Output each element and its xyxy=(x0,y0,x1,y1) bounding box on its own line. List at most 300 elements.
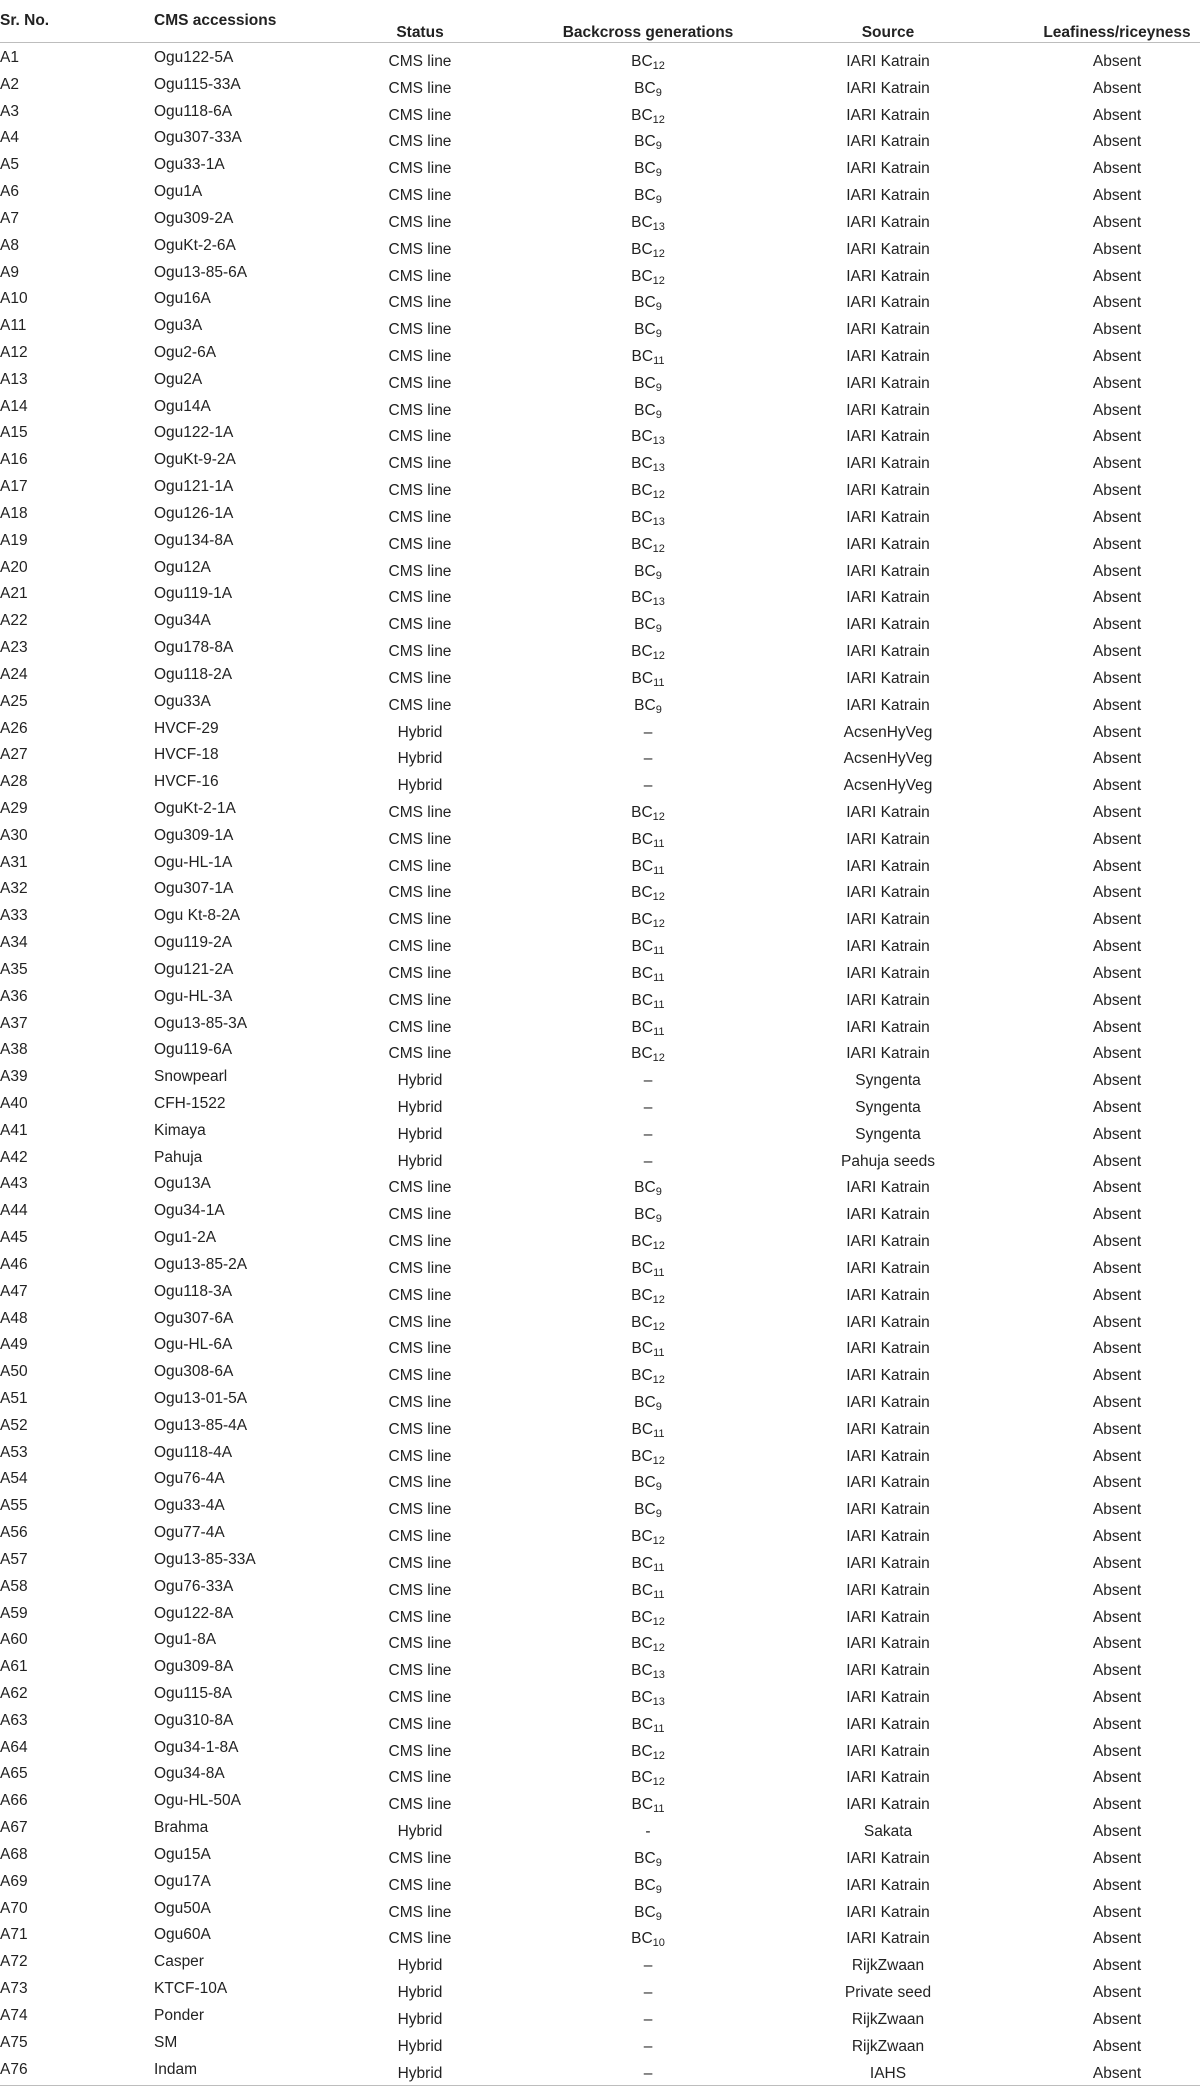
cell-status-text: CMS line xyxy=(388,1018,452,1036)
cell-sr-no: A13 xyxy=(0,370,28,388)
cell-source-text: IARI Katrain xyxy=(846,348,930,366)
cell-status-text: CMS line xyxy=(388,1608,452,1626)
cell-source-text: IARI Katrain xyxy=(846,616,930,634)
table-row xyxy=(0,1627,1200,1654)
cell-source-text: IAHS xyxy=(869,2064,907,2082)
cell-status-text: CMS line xyxy=(388,133,452,151)
table-row xyxy=(0,152,1200,179)
table-row xyxy=(0,1145,1200,1172)
cell-status-text: CMS line xyxy=(388,1689,452,1707)
header-status-text: Status xyxy=(396,24,444,41)
cell-source-text: IARI Katrain xyxy=(846,1930,930,1948)
table-row xyxy=(0,179,1200,206)
cell-sr-no: A23 xyxy=(0,639,28,657)
cell-status-text: CMS line xyxy=(388,1528,452,1546)
cell-accession: OguKt-9-2A xyxy=(154,451,236,469)
cell-source-text: IARI Katrain xyxy=(846,508,930,526)
cell-status-text: Hybrid xyxy=(397,2064,443,2082)
cell-backcross-text: $BC_{12}$ xyxy=(631,884,665,904)
cell-status-text: Hybrid xyxy=(397,1098,443,1116)
table-row xyxy=(0,930,1200,957)
table-row xyxy=(0,581,1200,608)
cell-sr-no: A71 xyxy=(0,1926,28,1944)
cell-source-text: IARI Katrain xyxy=(846,187,930,205)
cell-leafiness-text: Absent xyxy=(1092,106,1142,124)
cell-sr-no: A53 xyxy=(0,1443,28,1461)
cell-backcross-text: $BC_{11}$ xyxy=(631,1018,665,1038)
cell-source-text: IARI Katrain xyxy=(846,1259,930,1277)
cell-accession: Ogu122-1A xyxy=(154,424,234,442)
cell-status-text: CMS line xyxy=(388,1313,452,1331)
cell-backcross-text: – xyxy=(643,723,653,741)
cell-accession: Ogu13-85-3A xyxy=(154,1014,248,1032)
cell-sr-no: A76 xyxy=(0,2060,28,2078)
cell-sr-no: A65 xyxy=(0,1765,28,1783)
cell-sr-no: A62 xyxy=(0,1685,28,1703)
cell-sr-no: A21 xyxy=(0,585,28,603)
cell-status-text: CMS line xyxy=(388,106,452,124)
cell-sr-no: A7 xyxy=(0,209,19,227)
cell-status-text: CMS line xyxy=(388,1286,452,1304)
table-row xyxy=(0,1815,1200,1842)
table-row xyxy=(0,367,1200,394)
table-row xyxy=(0,1869,1200,1896)
cell-sr-no: A14 xyxy=(0,397,28,415)
cell-sr-no: A66 xyxy=(0,1792,28,1810)
cell-source-text: IARI Katrain xyxy=(846,562,930,580)
cell-backcross-text: $BC_{11}$ xyxy=(631,964,665,984)
cell-source-text: IARI Katrain xyxy=(846,53,930,70)
cell-leafiness-text: Absent xyxy=(1092,1769,1142,1787)
cell-backcross-text: $BC_9$ xyxy=(634,321,662,341)
table-row xyxy=(0,555,1200,582)
cell-backcross-text: $BC_{11}$ xyxy=(631,1715,665,1735)
cell-leafiness-text: Absent xyxy=(1092,1662,1142,1680)
cell-source-text: IARI Katrain xyxy=(846,938,930,956)
cell-status-text: CMS line xyxy=(388,1930,452,1948)
cell-leafiness-text: Absent xyxy=(1092,723,1142,741)
cell-leafiness-text: Absent xyxy=(1092,535,1142,553)
cell-accession: Ogu1-2A xyxy=(154,1229,217,1247)
cell-accession: HVCF-16 xyxy=(154,773,219,791)
cell-sr-no: A72 xyxy=(0,1953,28,1971)
table-row xyxy=(0,903,1200,930)
cell-leafiness-text: Absent xyxy=(1092,643,1142,661)
cell-leafiness-text: Absent xyxy=(1092,857,1142,875)
cell-accession: Ogu77-4A xyxy=(154,1524,225,1542)
table-row xyxy=(0,501,1200,528)
cell-accession: Ogu119-2A xyxy=(154,934,233,952)
cell-status-text: CMS line xyxy=(388,830,452,848)
cell-leafiness-text: Absent xyxy=(1092,1072,1142,1090)
cell-sr-no: A8 xyxy=(0,236,19,254)
cell-source-text: IARI Katrain xyxy=(846,911,930,929)
cell-source-text: IARI Katrain xyxy=(846,830,930,848)
cell-accession: Ogu Kt-8-2A xyxy=(154,907,241,925)
cell-source-text: IARI Katrain xyxy=(846,401,930,419)
cell-status-text: CMS line xyxy=(388,1796,452,1814)
cell-accession: Ogu-HL-50A xyxy=(154,1792,242,1810)
cell-accession: Ogu126-1A xyxy=(154,504,234,522)
cell-status-text: CMS line xyxy=(388,1420,452,1438)
table-row xyxy=(0,1198,1200,1225)
cell-accession: Ogu118-6A xyxy=(154,102,233,120)
cell-sr-no: A22 xyxy=(0,612,28,630)
cell-source-text: IARI Katrain xyxy=(846,1796,930,1814)
cell-source-text: IARI Katrain xyxy=(846,1018,930,1036)
cell-backcross-text: $BC_{12}$ xyxy=(631,1742,665,1762)
cell-leafiness-text: Absent xyxy=(1092,321,1142,339)
table-row xyxy=(0,1306,1200,1333)
table-row xyxy=(0,313,1200,340)
cell-backcross-text: $BC_{11}$ xyxy=(631,1554,665,1574)
cell-sr-no: A19 xyxy=(0,531,28,549)
cell-source-text: IARI Katrain xyxy=(846,1769,930,1787)
table-row xyxy=(0,1761,1200,1788)
cell-status-text: CMS line xyxy=(388,1394,452,1411)
cell-sr-no: A42 xyxy=(0,1148,28,1166)
cell-accession: Ogu13-85-33A xyxy=(154,1550,256,1568)
cell-leafiness-text: Absent xyxy=(1092,1635,1142,1653)
table-row xyxy=(0,1842,1200,1869)
cell-status-text: CMS line xyxy=(388,1662,452,1680)
cell-backcross-text: $BC_{12}$ xyxy=(631,1367,665,1387)
cell-leafiness-text: Absent xyxy=(1092,1313,1142,1331)
cell-accession: Ogu33-4A xyxy=(154,1497,225,1515)
cell-leafiness-text: Absent xyxy=(1092,1367,1142,1385)
cell-status-text: CMS line xyxy=(388,240,452,258)
cell-source-text: IARI Katrain xyxy=(846,482,930,500)
cell-sr-no: A32 xyxy=(0,880,28,898)
cell-sr-no: A64 xyxy=(0,1738,28,1756)
cell-source-text: IARI Katrain xyxy=(846,1608,930,1626)
table-row xyxy=(0,608,1200,635)
cell-sr-no: A75 xyxy=(0,2033,28,2051)
cell-backcross-text: $BC_{13}$ xyxy=(631,428,665,448)
cell-backcross-text: $BC_9$ xyxy=(634,1206,662,1226)
cell-source-text: IARI Katrain xyxy=(846,455,930,473)
cell-status-text: CMS line xyxy=(388,669,452,687)
cell-leafiness-text: Absent xyxy=(1092,1286,1142,1304)
cell-status-text: CMS line xyxy=(388,294,452,312)
cell-sr-no: A27 xyxy=(0,746,28,764)
cell-source-text: IARI Katrain xyxy=(846,1689,930,1707)
table-row xyxy=(0,1386,1200,1413)
cell-status-text: CMS line xyxy=(388,884,452,902)
cell-leafiness-text: Absent xyxy=(1092,1849,1142,1867)
cell-accession: Ogu-HL-6A xyxy=(154,1336,233,1354)
cell-accession: Ogu307-6A xyxy=(154,1309,234,1327)
cell-accession: Ogu15A xyxy=(154,1845,211,1863)
cell-backcross-text: $BC_{11}$ xyxy=(631,857,665,877)
cell-accession: Ogu-HL-3A xyxy=(154,987,233,1005)
cell-leafiness-text: Absent xyxy=(1092,1903,1142,1921)
table-row xyxy=(0,206,1200,233)
table-row xyxy=(0,1118,1200,1145)
cell-backcross-text: $BC_9$ xyxy=(634,1474,662,1494)
cell-status-text: Hybrid xyxy=(397,1152,443,1170)
cell-accession: Ogu60A xyxy=(154,1926,211,1944)
cell-sr-no: A68 xyxy=(0,1845,28,1863)
cell-status-text: Hybrid xyxy=(397,1072,443,1090)
header-backcross-text: Backcross generations xyxy=(562,24,734,41)
cell-backcross-text: $BC_9$ xyxy=(634,696,662,716)
cell-accession: Ogu14A xyxy=(154,397,211,415)
cell-backcross-text: $BC_{13}$ xyxy=(631,508,665,528)
cell-accession: Ogu115-33A xyxy=(154,75,241,93)
cell-sr-no: A15 xyxy=(0,424,28,442)
cell-status-text: CMS line xyxy=(388,1903,452,1921)
cell-leafiness-text: Absent xyxy=(1092,428,1142,446)
cell-accession: Ogu122-8A xyxy=(154,1604,234,1622)
cell-backcross-text: $BC_{12}$ xyxy=(631,1286,665,1306)
cell-accession: Ogu307-33A xyxy=(154,129,242,147)
cell-backcross-text: $BC_{11}$ xyxy=(631,830,665,850)
cell-leafiness-text: Absent xyxy=(1092,1474,1142,1492)
header-cms-accessions: CMS accessions xyxy=(154,12,277,29)
cell-status-text: CMS line xyxy=(388,1715,452,1733)
table-row xyxy=(0,99,1200,126)
cell-leafiness-text: Absent xyxy=(1092,213,1142,231)
table-row xyxy=(0,1547,1200,1574)
cell-leafiness-text: Absent xyxy=(1092,1018,1142,1036)
cell-status-text: Hybrid xyxy=(397,2037,443,2055)
cell-status-text: CMS line xyxy=(388,267,452,285)
table-row xyxy=(0,1252,1200,1279)
cell-accession: Indam xyxy=(154,2060,198,2078)
cell-leafiness-text: Absent xyxy=(1092,1796,1142,1814)
table-row xyxy=(0,1976,1200,2003)
header-source-text: Source xyxy=(861,24,915,41)
cell-backcross-text: $BC_{12}$ xyxy=(631,803,665,823)
cell-leafiness-text: Absent xyxy=(1092,616,1142,634)
cell-source-text: Private seed xyxy=(844,1984,932,2002)
table-row xyxy=(0,1896,1200,1923)
cell-accession: Kimaya xyxy=(154,1121,206,1139)
cell-backcross-text: $BC_{12}$ xyxy=(631,643,665,663)
cell-sr-no: A24 xyxy=(0,665,28,683)
table-row xyxy=(0,1037,1200,1064)
table-row xyxy=(0,769,1200,796)
table-row xyxy=(0,1332,1200,1359)
cell-source-text: IARI Katrain xyxy=(846,1394,930,1411)
table-row xyxy=(0,447,1200,474)
cell-source-text: AcsenHyVeg xyxy=(843,723,933,741)
cell-leafiness-text: Absent xyxy=(1092,1125,1142,1143)
cell-backcross-text: – xyxy=(643,750,653,768)
cell-source-text: IARI Katrain xyxy=(846,535,930,553)
cell-backcross-text: $BC_{11}$ xyxy=(631,1581,665,1601)
cell-backcross-text: $BC_9$ xyxy=(634,1849,662,1869)
cell-status-text: Hybrid xyxy=(397,1984,443,2002)
cell-status-text: CMS line xyxy=(388,1233,452,1251)
cell-backcross-text: $BC_9$ xyxy=(634,187,662,207)
cell-leafiness-text: Absent xyxy=(1092,696,1142,714)
table-row xyxy=(0,394,1200,421)
cell-source-text: IARI Katrain xyxy=(846,160,930,178)
cell-status-text: CMS line xyxy=(388,1045,452,1063)
cell-source-text: IARI Katrain xyxy=(846,79,930,97)
header-divider xyxy=(0,42,1200,43)
cell-sr-no: A18 xyxy=(0,504,28,522)
cell-backcross-text: $BC_{11}$ xyxy=(631,348,665,368)
cell-status-text: CMS line xyxy=(388,401,452,419)
cell-sr-no: A59 xyxy=(0,1604,28,1622)
cell-sr-no: A37 xyxy=(0,1014,28,1032)
cell-accession: Ogu2-6A xyxy=(154,344,217,362)
table-row xyxy=(0,1440,1200,1467)
cell-status-text: CMS line xyxy=(388,643,452,661)
cell-source-text: IARI Katrain xyxy=(846,321,930,339)
table-row xyxy=(0,823,1200,850)
cell-accession: Ogu-HL-1A xyxy=(154,853,233,871)
cell-leafiness-text: Absent xyxy=(1092,1233,1142,1251)
cell-backcross-text: – xyxy=(643,1072,653,1090)
cell-leafiness-text: Absent xyxy=(1092,2037,1142,2055)
cell-leafiness-text: Absent xyxy=(1092,1340,1142,1358)
cell-sr-no: A36 xyxy=(0,987,28,1005)
cell-source-text: IARI Katrain xyxy=(846,374,930,392)
table-row xyxy=(0,45,1200,72)
cell-leafiness-text: Absent xyxy=(1092,1045,1142,1063)
cell-accession: Ogu50A xyxy=(154,1899,211,1917)
table-row xyxy=(0,286,1200,313)
cell-leafiness-text: Absent xyxy=(1092,830,1142,848)
cell-leafiness-text: Absent xyxy=(1092,160,1142,178)
cell-sr-no: A43 xyxy=(0,1175,28,1193)
cell-status-text: CMS line xyxy=(388,1742,452,1760)
cell-leafiness-text: Absent xyxy=(1092,1876,1142,1894)
cell-source-text: RijkZwaan xyxy=(851,2037,925,2055)
cell-backcross-text: $BC_{13}$ xyxy=(631,589,665,609)
cell-status-text: CMS line xyxy=(388,348,452,366)
cell-status-text: Hybrid xyxy=(397,1125,443,1143)
cell-source-text: RijkZwaan xyxy=(851,1957,925,1975)
cell-source-text: IARI Katrain xyxy=(846,1554,930,1572)
table-row xyxy=(0,689,1200,716)
cell-backcross-text: $BC_{12}$ xyxy=(631,535,665,555)
cell-accession: Ogu310-8A xyxy=(154,1711,234,1729)
cell-source-text: IARI Katrain xyxy=(846,1635,930,1653)
cell-sr-no: A38 xyxy=(0,1041,28,1059)
cell-accession: Ogu119-6A xyxy=(154,1041,233,1059)
cell-status-text: CMS line xyxy=(388,1849,452,1867)
cell-source-text: IARI Katrain xyxy=(846,1662,930,1680)
cell-sr-no: A50 xyxy=(0,1363,28,1381)
cell-backcross-text: $BC_{12}$ xyxy=(631,1447,665,1467)
table-row xyxy=(0,1601,1200,1628)
cell-leafiness-text: Absent xyxy=(1092,1715,1142,1733)
cell-status-text: CMS line xyxy=(388,1206,452,1224)
cell-accession: Ogu309-1A xyxy=(154,826,234,844)
cell-source-text: IARI Katrain xyxy=(846,1581,930,1599)
cell-backcross-text: $BC_{12}$ xyxy=(631,1635,665,1655)
cell-leafiness-text: Absent xyxy=(1092,294,1142,312)
cell-accession: Ogu2A xyxy=(154,370,203,388)
cell-status-text: CMS line xyxy=(388,1367,452,1385)
cell-accession: Ogu3A xyxy=(154,317,203,335)
cell-sr-no: A12 xyxy=(0,344,28,362)
cell-accession: Ogu118-2A xyxy=(154,665,233,683)
cell-leafiness-text: Absent xyxy=(1092,240,1142,258)
table-row xyxy=(0,474,1200,501)
cell-status-text: Hybrid xyxy=(397,1957,443,1975)
cell-sr-no: A4 xyxy=(0,129,19,147)
table-row xyxy=(0,2057,1200,2084)
cell-status-text: CMS line xyxy=(388,160,452,178)
cell-backcross-text: $BC_{11}$ xyxy=(631,1796,665,1816)
table-row xyxy=(0,1708,1200,1735)
table-row xyxy=(0,984,1200,1011)
cell-sr-no: A67 xyxy=(0,1819,28,1837)
cell-accession: Ogu1A xyxy=(154,183,203,201)
cell-accession: Ogu121-1A xyxy=(154,478,234,496)
cell-leafiness-text: Absent xyxy=(1092,1206,1142,1224)
cell-status-text: CMS line xyxy=(388,455,452,473)
cell-source-text: IARI Katrain xyxy=(846,1367,930,1385)
table-row xyxy=(0,1279,1200,1306)
cell-leafiness-text: Absent xyxy=(1092,1259,1142,1277)
table-header xyxy=(0,0,1200,42)
cell-accession: Ogu307-1A xyxy=(154,880,234,898)
cell-leafiness-text: Absent xyxy=(1092,1554,1142,1572)
cell-backcross-text: $BC_9$ xyxy=(634,1876,662,1896)
cell-sr-no: A40 xyxy=(0,1094,28,1112)
cell-status-text: CMS line xyxy=(388,374,452,392)
cell-source-text: IARI Katrain xyxy=(846,1849,930,1867)
cell-source-text: IARI Katrain xyxy=(846,964,930,982)
cell-accession: Ogu119-1A xyxy=(154,585,233,603)
cell-backcross-text: $BC_{13}$ xyxy=(631,455,665,475)
cell-leafiness-text: Absent xyxy=(1092,2010,1142,2028)
cell-sr-no: A56 xyxy=(0,1524,28,1542)
table-row xyxy=(0,742,1200,769)
cell-source-text: IARI Katrain xyxy=(846,1206,930,1224)
cell-backcross-text: $BC_{11}$ xyxy=(631,991,665,1011)
cell-status-text: CMS line xyxy=(388,938,452,956)
bottom-divider xyxy=(0,2085,1200,2086)
cell-status-text: CMS line xyxy=(388,562,452,580)
cell-backcross-text: – xyxy=(643,1125,653,1143)
cell-accession: Ogu13-85-2A xyxy=(154,1255,248,1273)
cell-backcross-text: – xyxy=(643,1152,653,1170)
cell-backcross-text: – xyxy=(643,1984,653,2002)
cell-sr-no: A17 xyxy=(0,478,28,496)
cell-accession: HVCF-29 xyxy=(154,719,219,737)
table-row xyxy=(0,1922,1200,1949)
cell-status-text: CMS line xyxy=(388,696,452,714)
cell-source-text: IARI Katrain xyxy=(846,1179,930,1197)
cell-leafiness-text: Absent xyxy=(1092,1098,1142,1116)
cell-status-text: CMS line xyxy=(388,1179,452,1197)
table-row xyxy=(0,1359,1200,1386)
cell-status-text: CMS line xyxy=(388,321,452,339)
cell-accession: Ogu122-5A xyxy=(154,49,234,66)
cell-sr-no: A39 xyxy=(0,1068,28,1086)
cell-source-text: IARI Katrain xyxy=(846,884,930,902)
cell-sr-no: A1 xyxy=(0,49,19,66)
cell-source-text: IARI Katrain xyxy=(846,1474,930,1492)
cell-backcross-text: $BC_9$ xyxy=(634,401,662,421)
cell-leafiness-text: Absent xyxy=(1092,1179,1142,1197)
cell-sr-no: A55 xyxy=(0,1497,28,1515)
cell-backcross-text: $BC_{13}$ xyxy=(631,213,665,233)
cell-status-text: Hybrid xyxy=(397,1823,443,1841)
cell-backcross-text: $BC_{11}$ xyxy=(631,938,665,958)
table-row xyxy=(0,528,1200,555)
cell-status-text: CMS line xyxy=(388,616,452,634)
cell-accession: Ogu121-2A xyxy=(154,960,234,978)
